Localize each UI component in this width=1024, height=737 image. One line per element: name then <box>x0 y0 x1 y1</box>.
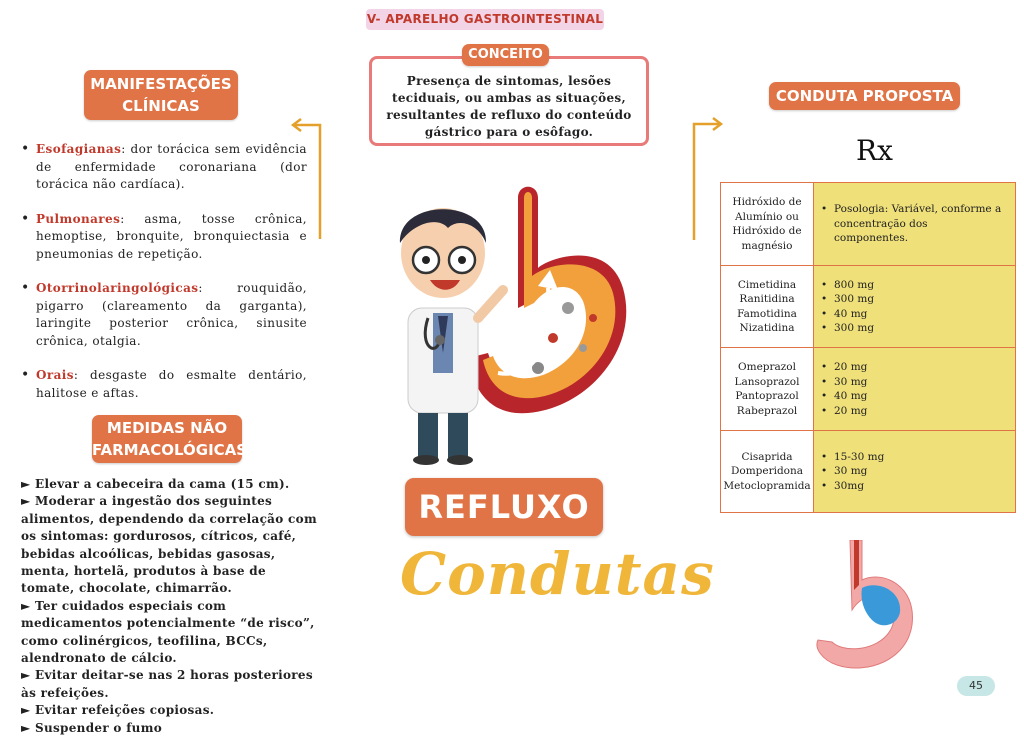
drug-name: Rabeprazol <box>736 404 798 417</box>
drug-name: Pantoprazol <box>735 390 799 402</box>
dose-item: • 40 mg <box>834 307 874 322</box>
dose-item: • 300 mg <box>834 321 874 336</box>
condutas-subtitle: Condutas <box>400 540 715 608</box>
drug-name: Cimetidina <box>737 278 797 291</box>
drug-name: Omeprazol <box>738 361 796 373</box>
list-item: ► Ter cuidados especiais com medicamentos potencialmente “de risco”, como colinérgicos, teofilina, BCCs, alendronato de cálcio. <box>21 598 315 666</box>
list-item: ► Suspender o fumo <box>21 720 162 735</box>
left-bracket-arrow-icon <box>288 115 328 245</box>
list-item <box>36 280 307 350</box>
page-number: 45 <box>957 676 995 696</box>
medidas-title-line1: MEDIDAS NÃO <box>106 419 228 437</box>
table-row <box>721 431 1015 512</box>
dose-item: • 300 mg <box>834 292 874 307</box>
drug-name: Domperidona <box>730 465 804 478</box>
list-item: ► Evitar refeições copiosas. <box>21 703 215 718</box>
drug-name: Ranitidina <box>739 293 795 305</box>
item-text: : rouquidão, pigarro (clareamento da garganta), laringite posterior crônica, sinusite crônica, otalgia. <box>36 281 307 348</box>
drug-name: Famotidina <box>737 307 797 320</box>
drug-cell <box>721 431 814 512</box>
dose-item: • 30mg <box>834 479 884 494</box>
medidas-list <box>21 476 317 737</box>
item-term: Otorrinolaringológicas <box>36 281 199 295</box>
manifestacoes-list <box>20 141 307 419</box>
list-item: ► Evitar deitar-se nas 2 horas posteriores às refeições. <box>21 668 313 700</box>
section-tag: V- APARELHO GASTROINTESTINAL <box>366 9 604 30</box>
item-term: Esofagianas <box>36 142 122 156</box>
stomach-illustration <box>812 540 927 680</box>
list-item <box>36 141 307 194</box>
drug-name: Metoclopramida <box>723 479 811 492</box>
dose-item: • 20 mg <box>834 404 867 419</box>
drug-cell <box>721 348 814 430</box>
table-row <box>721 266 1015 348</box>
dose-item: • 800 mg <box>834 278 874 293</box>
list-item: ► Elevar a cabeceira da cama (15 cm). <box>21 477 290 491</box>
manifestacoes-title-line2: CLÍNICAS <box>122 97 200 115</box>
manifestacoes-title <box>84 70 238 120</box>
conceito-box <box>369 56 649 146</box>
list-item: ► Moderar a ingestão dos seguintes alimentos, dependendo da correlação com os sintomas: gordurosos, cítricos, café, bebidas alcoólicas, bebidas gasosas, menta, hortelã, produtos à base de tomate, chocolate, chimarrão. <box>21 494 317 596</box>
item-text: : desgaste do esmalte dentário, halitose e aftas. <box>36 368 307 400</box>
manifestacoes-title-line1: MANIFESTAÇÕES <box>90 75 232 93</box>
item-term: Orais <box>36 368 74 382</box>
item-text: : asma, tosse crônica, hemoptise, bronquite, bronquiectasia e pneumonias de repetição. <box>36 211 307 261</box>
table-row <box>721 183 1015 266</box>
dose-item: • 15-30 mg <box>834 450 884 465</box>
dose-item: • 30 mg <box>834 464 884 479</box>
drug-name: Nizatidina <box>739 322 795 334</box>
drug-name: Lansoprazol <box>734 375 800 388</box>
dose-item: • Posologia: Variável, conforme a concentração dos componentes. <box>834 202 1004 246</box>
dose-cell <box>814 431 1015 512</box>
drug-name: Hidróxido de <box>732 196 802 208</box>
conceito-text: Presença de sintomas, lesões teciduais, ou ambas as situações, resultantes de refluxo do conteúdo gástrico para o esôfago. <box>386 74 632 139</box>
doctor-stomach-illustration <box>378 178 643 468</box>
conduta-title: CONDUTA PROPOSTA <box>769 82 960 110</box>
refluxo-title: REFLUXO <box>405 478 603 536</box>
conceito-title: CONCEITO <box>462 44 549 66</box>
dose-cell <box>814 266 1015 347</box>
dose-item: • 40 mg <box>834 389 867 404</box>
drug-name: Alumínio ou <box>735 210 799 223</box>
list-item <box>36 367 307 402</box>
rx-symbol: Rx <box>856 134 893 167</box>
dose-item: • 20 mg <box>834 360 867 375</box>
list-item <box>36 211 307 264</box>
dose-item: • 30 mg <box>834 375 867 390</box>
drug-cell <box>721 183 814 265</box>
drug-cell <box>721 266 814 347</box>
dose-cell <box>814 183 1015 265</box>
medidas-title-line2: FARMACOLÓGICAS <box>92 441 248 459</box>
item-term: Pulmonares <box>36 211 121 226</box>
dose-cell <box>814 348 1015 430</box>
item-text: : dor torácica sem evidência de enfermidade coronariana (dor torácica não cardíaca). <box>36 142 307 191</box>
conduta-table <box>720 182 1016 513</box>
drug-name: Hidróxido de <box>732 225 802 237</box>
medidas-title <box>92 415 248 463</box>
drug-name: Cisaprida <box>741 450 793 463</box>
table-row <box>721 348 1015 431</box>
drug-name: magnésio <box>741 239 793 252</box>
